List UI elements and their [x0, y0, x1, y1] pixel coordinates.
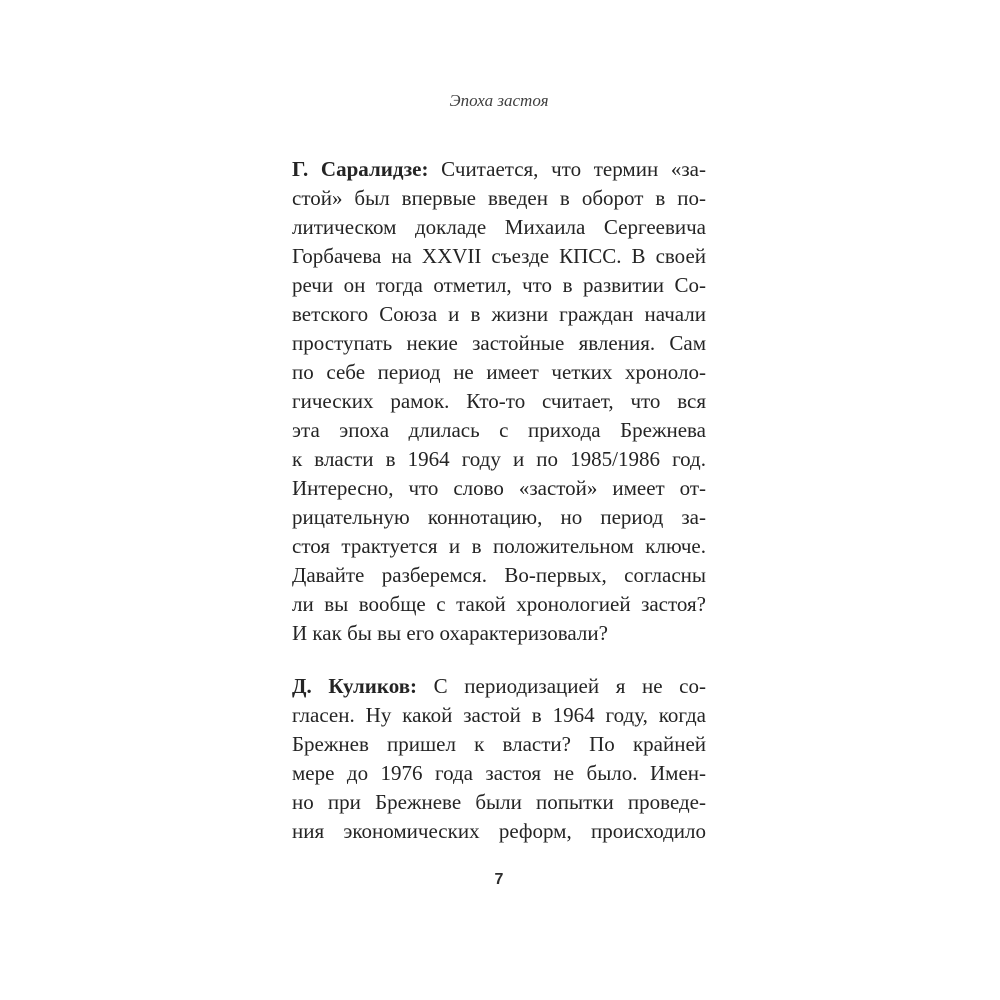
text-line: гласен. Ну какой застой в 1964 году, когда — [292, 703, 706, 727]
text-line: мере до 1976 года застоя не было. Имен- — [292, 761, 706, 785]
text-line: рицательную коннотацию, но период за- — [292, 505, 706, 529]
text-line: стоя трактуется и в положительном ключе. — [292, 534, 706, 558]
text-line: по себе период не имеет четких хроноло- — [292, 360, 706, 384]
text-line: эта эпоха длилась с прихода Брежнева — [292, 418, 706, 442]
text-line: литическом докладе Михаила Сергеевича — [292, 215, 706, 239]
text-line: Горбачева на XXVII съезде КПСС. В своей — [292, 244, 706, 268]
text-line: Брежнев пришел к власти? По крайней — [292, 732, 706, 756]
speaker-name: Д. Куликов: — [292, 674, 418, 698]
text-line: стой» был впервые введен в оборот в по- — [292, 186, 706, 210]
dialogue-paragraph-saralidze — [292, 155, 706, 648]
text-line: речи он тогда отметил, что в развитии Со- — [292, 273, 706, 297]
text-line: ния экономических реформ, происходило — [292, 819, 706, 843]
text-line: ли вы вообще с такой хронологией застоя? — [292, 592, 706, 616]
text-line: проступать некие застойные явления. Сам — [292, 331, 706, 355]
text-line: Давайте разберемся. Во-первых, согласны — [292, 563, 706, 587]
text-line: Интересно, что слово «застой» имеет от- — [292, 476, 706, 500]
dialogue-paragraph-kulikov — [292, 672, 706, 846]
text-line: И как бы вы его охарактеризовали? — [292, 621, 608, 645]
text-line: гических рамок. Кто-то считает, что вся — [292, 389, 706, 413]
text-line — [292, 672, 706, 701]
page-number: 7 — [494, 871, 504, 888]
text-line: ветского Союза и в жизни граждан начали — [292, 302, 706, 326]
line-text: С периодизацией я не со- — [433, 674, 706, 698]
text-line: к власти в 1964 году и по 1985/1986 год. — [292, 447, 706, 471]
running-header: Эпоха застоя — [449, 91, 549, 110]
text-line: но при Брежневе были попытки проведе- — [292, 790, 706, 814]
line-text: Считается, что термин «за- — [441, 157, 706, 181]
text-block — [292, 155, 706, 846]
speaker-name: Г. Саралидзе: — [292, 157, 429, 181]
text-line — [292, 155, 706, 184]
